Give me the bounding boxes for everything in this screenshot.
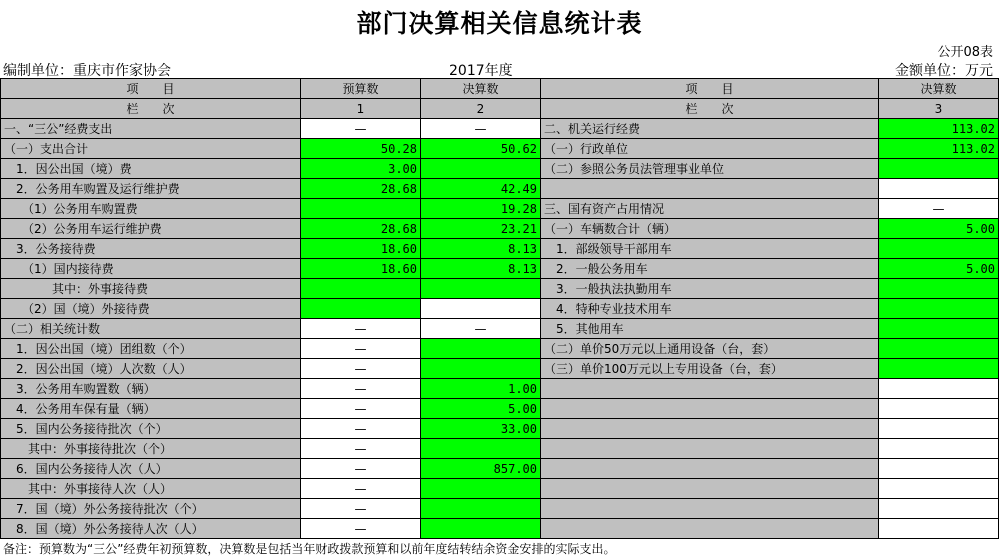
right-label: [541, 379, 879, 399]
right-value: [879, 419, 999, 439]
header-item: 项 目: [1, 79, 301, 99]
budget-value: —: [301, 439, 421, 459]
right-label: 5．其他用车: [541, 319, 879, 339]
budget-value: —: [301, 479, 421, 499]
budget-value: —: [301, 319, 421, 339]
final-value: 1.00: [421, 379, 541, 399]
final-value: [421, 299, 541, 319]
right-label: （二）单价50万元以上通用设备（台，套）: [541, 339, 879, 359]
table-row: [1, 179, 999, 199]
right-label: [541, 499, 879, 519]
right-value: [879, 399, 999, 419]
row-label: （2）公务用车运行维护费: [1, 219, 301, 239]
table-row: [1, 379, 999, 399]
page-title: 部门决算相关信息统计表: [356, 9, 643, 38]
statistics-table: [0, 78, 999, 539]
table-row: [1, 279, 999, 299]
right-value: [879, 519, 999, 539]
right-label: [541, 479, 879, 499]
row-label: （二）相关统计数: [1, 319, 301, 339]
row-label: 3．公务用车购置数（辆）: [1, 379, 301, 399]
right-label: 1．部级领导干部用车: [541, 239, 879, 259]
row-label: （1）国内接待费: [1, 259, 301, 279]
column-number-row: [1, 99, 999, 119]
table-row: [1, 359, 999, 379]
row-label: 1．因公出国（境）费: [1, 159, 301, 179]
right-value: [879, 439, 999, 459]
budget-value: 3.00: [301, 159, 421, 179]
final-value: [421, 519, 541, 539]
budget-value: —: [301, 339, 421, 359]
budget-value: 50.28: [301, 139, 421, 159]
budget-value: [301, 299, 421, 319]
right-value: [879, 479, 999, 499]
budget-value: —: [301, 499, 421, 519]
table-row: [1, 399, 999, 419]
right-value: 113.02: [879, 139, 999, 159]
right-label: 三、国有资产占用情况: [541, 199, 879, 219]
row-label: 其中：外事接待人次（人）: [1, 479, 301, 499]
right-value: [879, 299, 999, 319]
final-value: 857.00: [421, 459, 541, 479]
col-label-2: 栏 次: [541, 99, 879, 119]
budget-value: —: [301, 459, 421, 479]
header-budget: 预算数: [301, 79, 421, 99]
final-value: 8.13: [421, 239, 541, 259]
col-number-3: 3: [879, 99, 999, 119]
header-item-2: 项 目: [541, 79, 879, 99]
row-label: 8．国（境）外公务接待人次（人）: [1, 519, 301, 539]
budget-value: 18.60: [301, 239, 421, 259]
budget-value: 18.60: [301, 259, 421, 279]
right-value: [879, 179, 999, 199]
final-value: [421, 279, 541, 299]
row-label: 其中：外事接待费: [1, 279, 301, 299]
amount-unit: 金额单位：万元: [895, 63, 993, 79]
right-value: —: [879, 199, 999, 219]
final-value: 19.28: [421, 199, 541, 219]
final-value: 5.00: [421, 399, 541, 419]
final-value: [421, 439, 541, 459]
fiscal-year: 2017年度: [449, 63, 513, 79]
table-row: [1, 299, 999, 319]
right-label: [541, 179, 879, 199]
table-row: [1, 319, 999, 339]
table-row: [1, 499, 999, 519]
col-number-1: 1: [301, 99, 421, 119]
right-value: 113.02: [879, 119, 999, 139]
table-number: 公开08表: [937, 45, 993, 60]
right-value: [879, 499, 999, 519]
row-label: 2．因公出国（境）人次数（人）: [1, 359, 301, 379]
right-label: [541, 439, 879, 459]
row-label: 一、“三公”经费支出: [1, 119, 301, 139]
right-label: 3．一般执法执勤用车: [541, 279, 879, 299]
row-label: （1）公务用车购置费: [1, 199, 301, 219]
right-value: [879, 279, 999, 299]
budget-value: [301, 199, 421, 219]
final-value: [421, 479, 541, 499]
budget-value: [301, 279, 421, 299]
right-label: （一）行政单位: [541, 139, 879, 159]
right-value: 5.00: [879, 219, 999, 239]
right-label: [541, 419, 879, 439]
budget-value: —: [301, 419, 421, 439]
row-label: 6．国内公务接待人次（人）: [1, 459, 301, 479]
table-row: [1, 479, 999, 499]
organization: 编制单位：重庆市作家协会: [3, 63, 171, 79]
table-row: [1, 119, 999, 139]
table-row: [1, 519, 999, 539]
budget-value: —: [301, 519, 421, 539]
right-label: 4．特种专业技术用车: [541, 299, 879, 319]
row-label: 5．国内公务接待批次（个）: [1, 419, 301, 439]
table-row: [1, 159, 999, 179]
right-label: 2．一般公务用车: [541, 259, 879, 279]
right-value: 5.00: [879, 259, 999, 279]
budget-value: —: [301, 119, 421, 139]
row-label: 2．公务用车购置及运行维护费: [1, 179, 301, 199]
header-final-2: 决算数: [879, 79, 999, 99]
col-label: 栏 次: [1, 99, 301, 119]
right-label: （三）单价100万元以上专用设备（台，套）: [541, 359, 879, 379]
budget-value: —: [301, 399, 421, 419]
final-value: [421, 339, 541, 359]
final-value: 8.13: [421, 259, 541, 279]
right-label: [541, 459, 879, 479]
final-value: [421, 159, 541, 179]
right-label: （二）参照公务员法管理事业单位: [541, 159, 879, 179]
budget-value: 28.68: [301, 179, 421, 199]
col-number-2: 2: [421, 99, 541, 119]
right-label: [541, 399, 879, 419]
right-value: [879, 239, 999, 259]
table-row: [1, 239, 999, 259]
table-row: [1, 259, 999, 279]
right-value: [879, 319, 999, 339]
row-label: 其中：外事接待批次（个）: [1, 439, 301, 459]
right-value: [879, 359, 999, 379]
final-value: 42.49: [421, 179, 541, 199]
right-value: [879, 159, 999, 179]
right-label: [541, 519, 879, 539]
row-label: 7．国（境）外公务接待批次（个）: [1, 499, 301, 519]
header-row: [1, 79, 999, 99]
row-label: （一）支出合计: [1, 139, 301, 159]
budget-value: —: [301, 379, 421, 399]
final-value: —: [421, 119, 541, 139]
table-row: [1, 199, 999, 219]
final-value: [421, 499, 541, 519]
final-value: 23.21: [421, 219, 541, 239]
right-label: 二、机关运行经费: [541, 119, 879, 139]
right-label: （一）车辆数合计（辆）: [541, 219, 879, 239]
final-value: —: [421, 319, 541, 339]
table-row: [1, 459, 999, 479]
right-value: [879, 379, 999, 399]
table-row: [1, 139, 999, 159]
row-label: （2）国（境）外接待费: [1, 299, 301, 319]
final-value: 50.62: [421, 139, 541, 159]
row-label: 3．公务接待费: [1, 239, 301, 259]
final-value: 33.00: [421, 419, 541, 439]
footnote: 备注：预算数为“三公”经费年初预算数，决算数是包括当年财政拨款预算和以前年度结转结余资金安排的实际支出。: [3, 542, 616, 556]
final-value: [421, 359, 541, 379]
header-final: 决算数: [421, 79, 541, 99]
row-label: 4．公务用车保有量（辆）: [1, 399, 301, 419]
table-row: [1, 219, 999, 239]
right-value: [879, 339, 999, 359]
table-row: [1, 419, 999, 439]
table-row: [1, 339, 999, 359]
table-row: [1, 439, 999, 459]
right-value: [879, 459, 999, 479]
budget-value: —: [301, 359, 421, 379]
row-label: 1．因公出国（境）团组数（个）: [1, 339, 301, 359]
budget-value: 28.68: [301, 219, 421, 239]
